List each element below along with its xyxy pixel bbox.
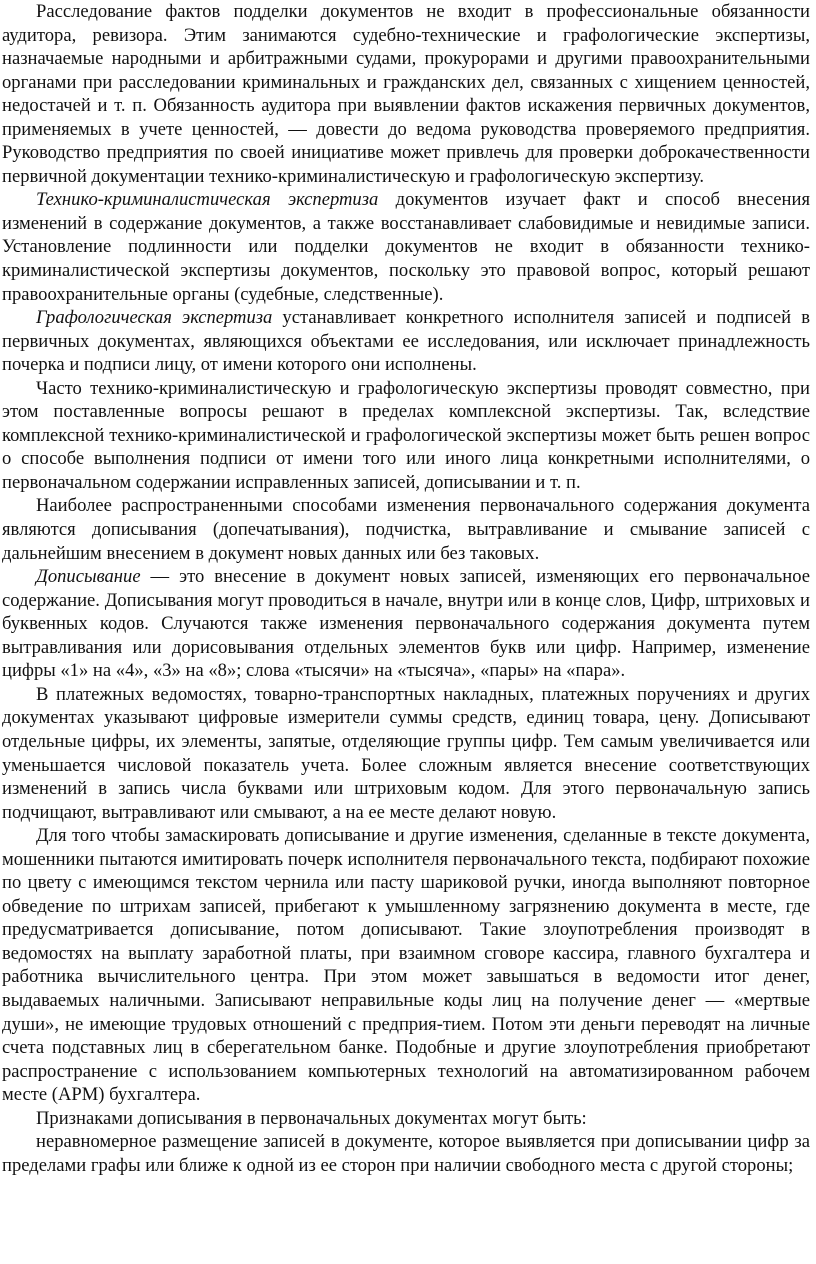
paragraph-intro: Расследование фактов подделки документов не входит в профессиональные обязанности аудитора, ревизора. Этим занимаются судебно-технические и графологические экспертизы, назначаемые народными и арбитражными судами, прокурорами и другими правоохранительными органами при расследовании криминальных и гражданских дел, связанных с хищением ценностей, недостачей и т. п. Обязанность аудитора при выявлении фактов искажения первичных документов, применяемых в учете ценностей, — довести до ведома руководства проверяемого предприятия. Руководство предприятия по своей инициативе может привлечь для проверки доброкачественности первичной документации технико-криминалистическую и графологическую экспертизу. xyxy=(2,1,810,187)
paragraph-signs-intro: Признаками дописывания в первоначальных документах могут быть: xyxy=(36,1107,587,1129)
paragraph-payment-records: В платежных ведомостях, товарно-транспортных накладных, платежных поручениях и других документах указывают цифровые измерители суммы средств, единиц товара, цену. Дописывают отдельные цифры, их элементы, запятые, отделяющие группы цифр. Тем самым увеличивается или уменьшается числовой показатель учета. Более сложным является внесение соответствующих изменений в запись числа буквами или штриховым кодом. Для этого первоначальную запись подчищают, вытравливают или смывают, а на ее месте делают новую. xyxy=(2,683,810,823)
paragraph-adding-writing xyxy=(2,565,810,683)
paragraph-adding-writing-text: — это внесение в документ новых записей, изменяющих его первоначальное содержание. Дописывания могут проводиться в начале, внутри или в конце слов, Цифр, штриховых и буквенных кодов. Случаются также изменения первоначального содержания документа путем вытравливания или дорисовывания отдельных элементов букв или цифр. Например, изменение цифры «1» на «4», «3» на «8»; слова «тысячи» на «тысяча», «пары» на «пара». xyxy=(2,566,810,682)
term-technical-expertise: Технико-криминалистическая экспертиза xyxy=(36,189,379,211)
term-adding-writing: Дописывание xyxy=(36,566,141,588)
paragraph-graphological-expertise xyxy=(2,306,810,377)
paragraph-graphological-expertise-text: устанавливает конкретного исполнителя записей и подписей в первичных документах, являющихся объектами ее исследования, или исключает принадлежность почерка и подписи лицу, от имени которого они исполнены. xyxy=(2,307,810,376)
paragraph-sign-uneven-placement: неравномерное размещение записей в документе, которое выявляется при дописывании цифр за пределами графы или ближе к одной из ее сторон при наличии свободного места с другой стороны; xyxy=(2,1131,810,1176)
paragraph-technical-expertise-text: документов изучает факт и способ внесения изменений в содержание документов, а также восстанавливает слабовидимые и невидимые записи. Установление подлинности или подделки документов не входит в обязанности технико-криминалистической экспертизы документов, поскольку это правовой вопрос, который решают правоохранительные органы (судебные, следственные). xyxy=(2,189,811,305)
paragraph-technical-expertise xyxy=(2,188,810,306)
paragraph-complex-expertise: Часто технико-криминалистическую и графологическую экспертизы проводят совместно, при этом поставленные вопросы решают в пределах комплексной экспертизы. Так, вследствие комплексной технико-криминалистической и графологической экспертизы может быть решен вопрос о способе выполнения подписи от имени того или иного лица конкретными исполнителями, о первоначальном содержании исправленных записей, дописывании и т. п. xyxy=(2,377,810,493)
term-graphological-expertise: Графологическая экспертиза xyxy=(36,307,273,329)
paragraph-fraud-masking: Для того чтобы замаскировать дописывание и другие изменения, сделанные в тексте документа, мошенники пытаются имитировать почерк исполнителя первоначального текста, подбирают похожие по цвету с имеющимся текстом чернила или пасту шариковой ручки, иногда выполняют повторное обведение по штрихам записей, прибегают к умышленному загрязнению документа в месте, где предусматривается дописывание, потом дописывают. Такие злоупотребления производят в ведомостях на выплату заработной платы, при взаимном сговоре кассира, главного бухгалтера и работника вычислительного центра. При этом может завышаться в ведомости итог денег, выдаваемых наличными. Записывают неправильные коды лиц на получение денег — «мертвые души», не имеющие трудовых отношений с предприя-тием. Потом эти деньги переводят на личные счета подставных лиц в сберегательном банке. Подобные и другие злоупотребления приобретают распространение с использованием компьютерных технологий на автоматизированном рабочем месте (АРМ) бухгалтера. xyxy=(2,825,810,1106)
paragraph-change-methods: Наиболее распространенными способами изменения первоначального содержания документа являются дописывания (допечатывания), подчистка, вытравливание и смывание записей с дальнейшим внесением в документ новых данных или без таковых. xyxy=(2,495,810,564)
